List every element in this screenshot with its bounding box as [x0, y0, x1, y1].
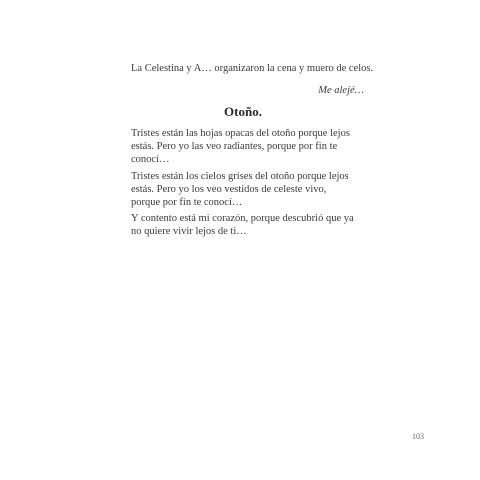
stanza-line: Tristes están las hojas opacas del otoño porque lejos	[131, 128, 350, 139]
stanza-line: porque por fin te conocí…	[131, 197, 243, 208]
signoff-line: Me alejé…	[318, 85, 364, 96]
poem-stanza	[131, 170, 391, 209]
stanza-line: Y contento está mi corazón, porque descubrió que ya	[131, 213, 354, 224]
stanza-line: conocí…	[131, 154, 170, 165]
stanza-line: no quiere vivir lejos de ti…	[131, 226, 247, 237]
poem-stanza	[131, 127, 391, 166]
page-number: 103	[412, 432, 424, 441]
poem-title: Otoño.	[224, 104, 262, 119]
intro-line: La Celestina y A… organizaron la cena y muero de celos.	[131, 63, 374, 74]
poem-stanza	[131, 212, 391, 238]
stanza-line: estás. Pero yo las veo radiantes, porque por fin te	[131, 141, 338, 152]
stanza-line: Tristes están los cielos grises del otoño porque lejos	[131, 171, 349, 182]
stanza-line: estás. Pero yo los veo vestidos de celeste vivo,	[131, 184, 327, 195]
